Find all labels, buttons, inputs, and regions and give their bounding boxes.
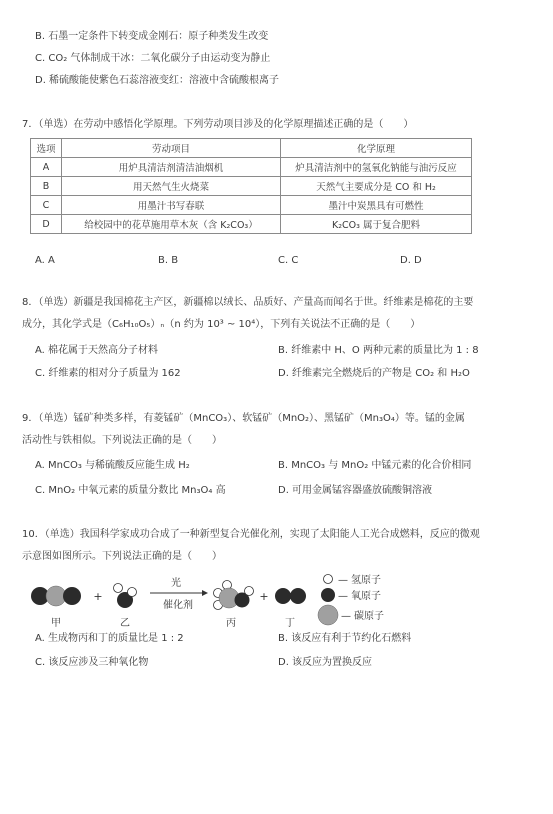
q7-answer-b[interactable]: B. B bbox=[158, 255, 179, 266]
carbon-legend-icon bbox=[318, 605, 338, 625]
row-principle: K₂CO₃ 属于复合肥料 bbox=[281, 215, 472, 234]
oxygen-atom bbox=[290, 588, 306, 604]
hydrogen-legend-icon bbox=[324, 575, 333, 584]
row-project: 给校园中的花草施用草木灰（含 K₂CO₃） bbox=[62, 215, 281, 234]
q8-option-c[interactable]: C. 纤维素的相对分子质量为 162 bbox=[35, 368, 181, 379]
molecule-jia bbox=[31, 586, 81, 606]
legend-carbon: 碳原子 bbox=[354, 611, 384, 622]
q7-answer-c[interactable]: C. C bbox=[278, 255, 299, 266]
header-principle: 化学原理 bbox=[281, 139, 472, 158]
q8-option-a[interactable]: A. 棉花属于天然高分子材料 bbox=[35, 345, 159, 356]
label-ding: 丁 bbox=[285, 618, 295, 629]
q10-stem-line1: 10．（单选）我国科学家成功合成了一种新型复合光催化剂，实现了太阳能人工光合成燃料，反应的微观 bbox=[22, 529, 480, 540]
q9-option-a[interactable]: A. MnCO₃ 与稀硫酸反应能生成 H₂ bbox=[35, 460, 190, 471]
q9-option-c[interactable]: C. MnO₂ 中氧元素的质量分数比 Mn₃O₄ 高 bbox=[35, 485, 226, 496]
row-letter: B bbox=[31, 177, 62, 196]
molecule-ding bbox=[275, 588, 306, 604]
oxygen-atom bbox=[275, 588, 291, 604]
table-row bbox=[31, 158, 472, 177]
legend-oxygen: 氧原子 bbox=[351, 591, 381, 602]
diagram-legend bbox=[318, 574, 384, 625]
hydrogen-atom bbox=[128, 588, 137, 597]
q8-stem-line2: 成分，其化学式是（C₆H₁₀O₅）ₙ（n 约为 10³ ~ 10⁴），下列有关说法不正确的是（ ） bbox=[22, 319, 421, 330]
q10-option-a[interactable]: A. 生成物丙和丁的质量比是 1 : 2 bbox=[35, 633, 184, 644]
row-letter: C bbox=[31, 196, 62, 215]
table-row bbox=[31, 177, 472, 196]
legend-dash: — bbox=[338, 575, 348, 586]
q10-option-b[interactable]: B. 该反应有利于节约化石燃料 bbox=[278, 633, 412, 644]
table-row bbox=[31, 215, 472, 234]
q8-stem-line1: 8．（单选）新疆是我国棉花主产区，新疆棉以绒长、品质好、产量高而闻名于世。纤维素是棉花的主要 bbox=[22, 297, 474, 308]
q9-stem-line2: 活动性与铁相似。下列说法正确的是（ ） bbox=[22, 435, 222, 446]
header-option: 选项 bbox=[31, 139, 62, 158]
condition-light: 光 bbox=[171, 578, 181, 589]
q7-table bbox=[30, 138, 472, 234]
molecule-bing bbox=[214, 581, 254, 610]
option-b-prev: B. 石墨一定条件下转变成金刚石：原子种类发生改变 bbox=[35, 31, 269, 42]
option-d-prev: D. 稀硫酸能使紫色石蕊溶液变红：溶液中含硫酸根离子 bbox=[35, 75, 280, 86]
row-project: 用炉具清洁剂清洁油烟机 bbox=[62, 158, 281, 177]
table-header-row bbox=[31, 139, 472, 158]
q10-option-c[interactable]: C. 该反应涉及三种氧化物 bbox=[35, 657, 149, 668]
label-yi: 乙 bbox=[120, 618, 130, 629]
q9-option-b[interactable]: B. MnCO₃ 与 MnO₂ 中锰元素的化合价相同 bbox=[278, 460, 472, 471]
row-principle: 墨汁中炭黑具有可燃性 bbox=[281, 196, 472, 215]
label-bing: 丙 bbox=[226, 618, 236, 629]
q7-stem: 7．（单选）在劳动中感悟化学原理。下列劳动项目涉及的化学原理描述正确的是（ ） bbox=[22, 119, 414, 130]
header-project: 劳动项目 bbox=[62, 139, 281, 158]
q10-option-d[interactable]: D. 该反应为置换反应 bbox=[278, 657, 373, 668]
plus-sign: + bbox=[259, 590, 269, 603]
label-jia: 甲 bbox=[51, 618, 61, 629]
q8-option-d[interactable]: D. 纤维素完全燃烧后的产物是 CO₂ 和 H₂O bbox=[278, 368, 470, 379]
plus-sign: + bbox=[93, 590, 103, 603]
legend-dash: — bbox=[341, 611, 351, 622]
q9-stem-line1: 9．（单选）锰矿种类多样，有菱锰矿（MnCO₃）、软锰矿（MnO₂）、黑锰矿（Mn₃O₄）等。锰的金属 bbox=[22, 413, 465, 424]
row-project: 用墨汁书写春联 bbox=[62, 196, 281, 215]
reaction-diagram bbox=[28, 574, 408, 630]
molecule-yi bbox=[114, 584, 137, 609]
legend-hydrogen: 氢原子 bbox=[351, 575, 381, 586]
arrow-head bbox=[202, 590, 208, 596]
q7-answer-a[interactable]: A. A bbox=[35, 255, 55, 266]
hydrogen-atom bbox=[245, 587, 254, 596]
q8-option-b[interactable]: B. 纤维素中 H、O 两种元素的质量比为 1 : 8 bbox=[278, 345, 479, 356]
oxygen-legend-icon bbox=[321, 588, 335, 602]
q9-option-d[interactable]: D. 可用金属锰容器盛放硫酸铜溶液 bbox=[278, 485, 433, 496]
row-project: 用天然气生火烧菜 bbox=[62, 177, 281, 196]
q7-answer-d[interactable]: D. D bbox=[400, 255, 422, 266]
condition-catalyst: 催化剂 bbox=[163, 600, 193, 611]
legend-dash: — bbox=[338, 591, 348, 602]
row-principle: 天然气主要成分是 CO 和 H₂ bbox=[281, 177, 472, 196]
hydrogen-atom bbox=[114, 584, 123, 593]
option-c-prev: C. CO₂ 气体制成干冰：二氧化碳分子由运动变为静止 bbox=[35, 53, 271, 64]
row-letter: D bbox=[31, 215, 62, 234]
q10-stem-line2: 示意图如图所示。下列说法正确的是（ ） bbox=[22, 551, 222, 562]
oxygen-atom bbox=[63, 587, 81, 605]
row-principle: 炉具清洁剂中的氢氧化钠能与油污反应 bbox=[281, 158, 472, 177]
table-row bbox=[31, 196, 472, 215]
row-letter: A bbox=[31, 158, 62, 177]
